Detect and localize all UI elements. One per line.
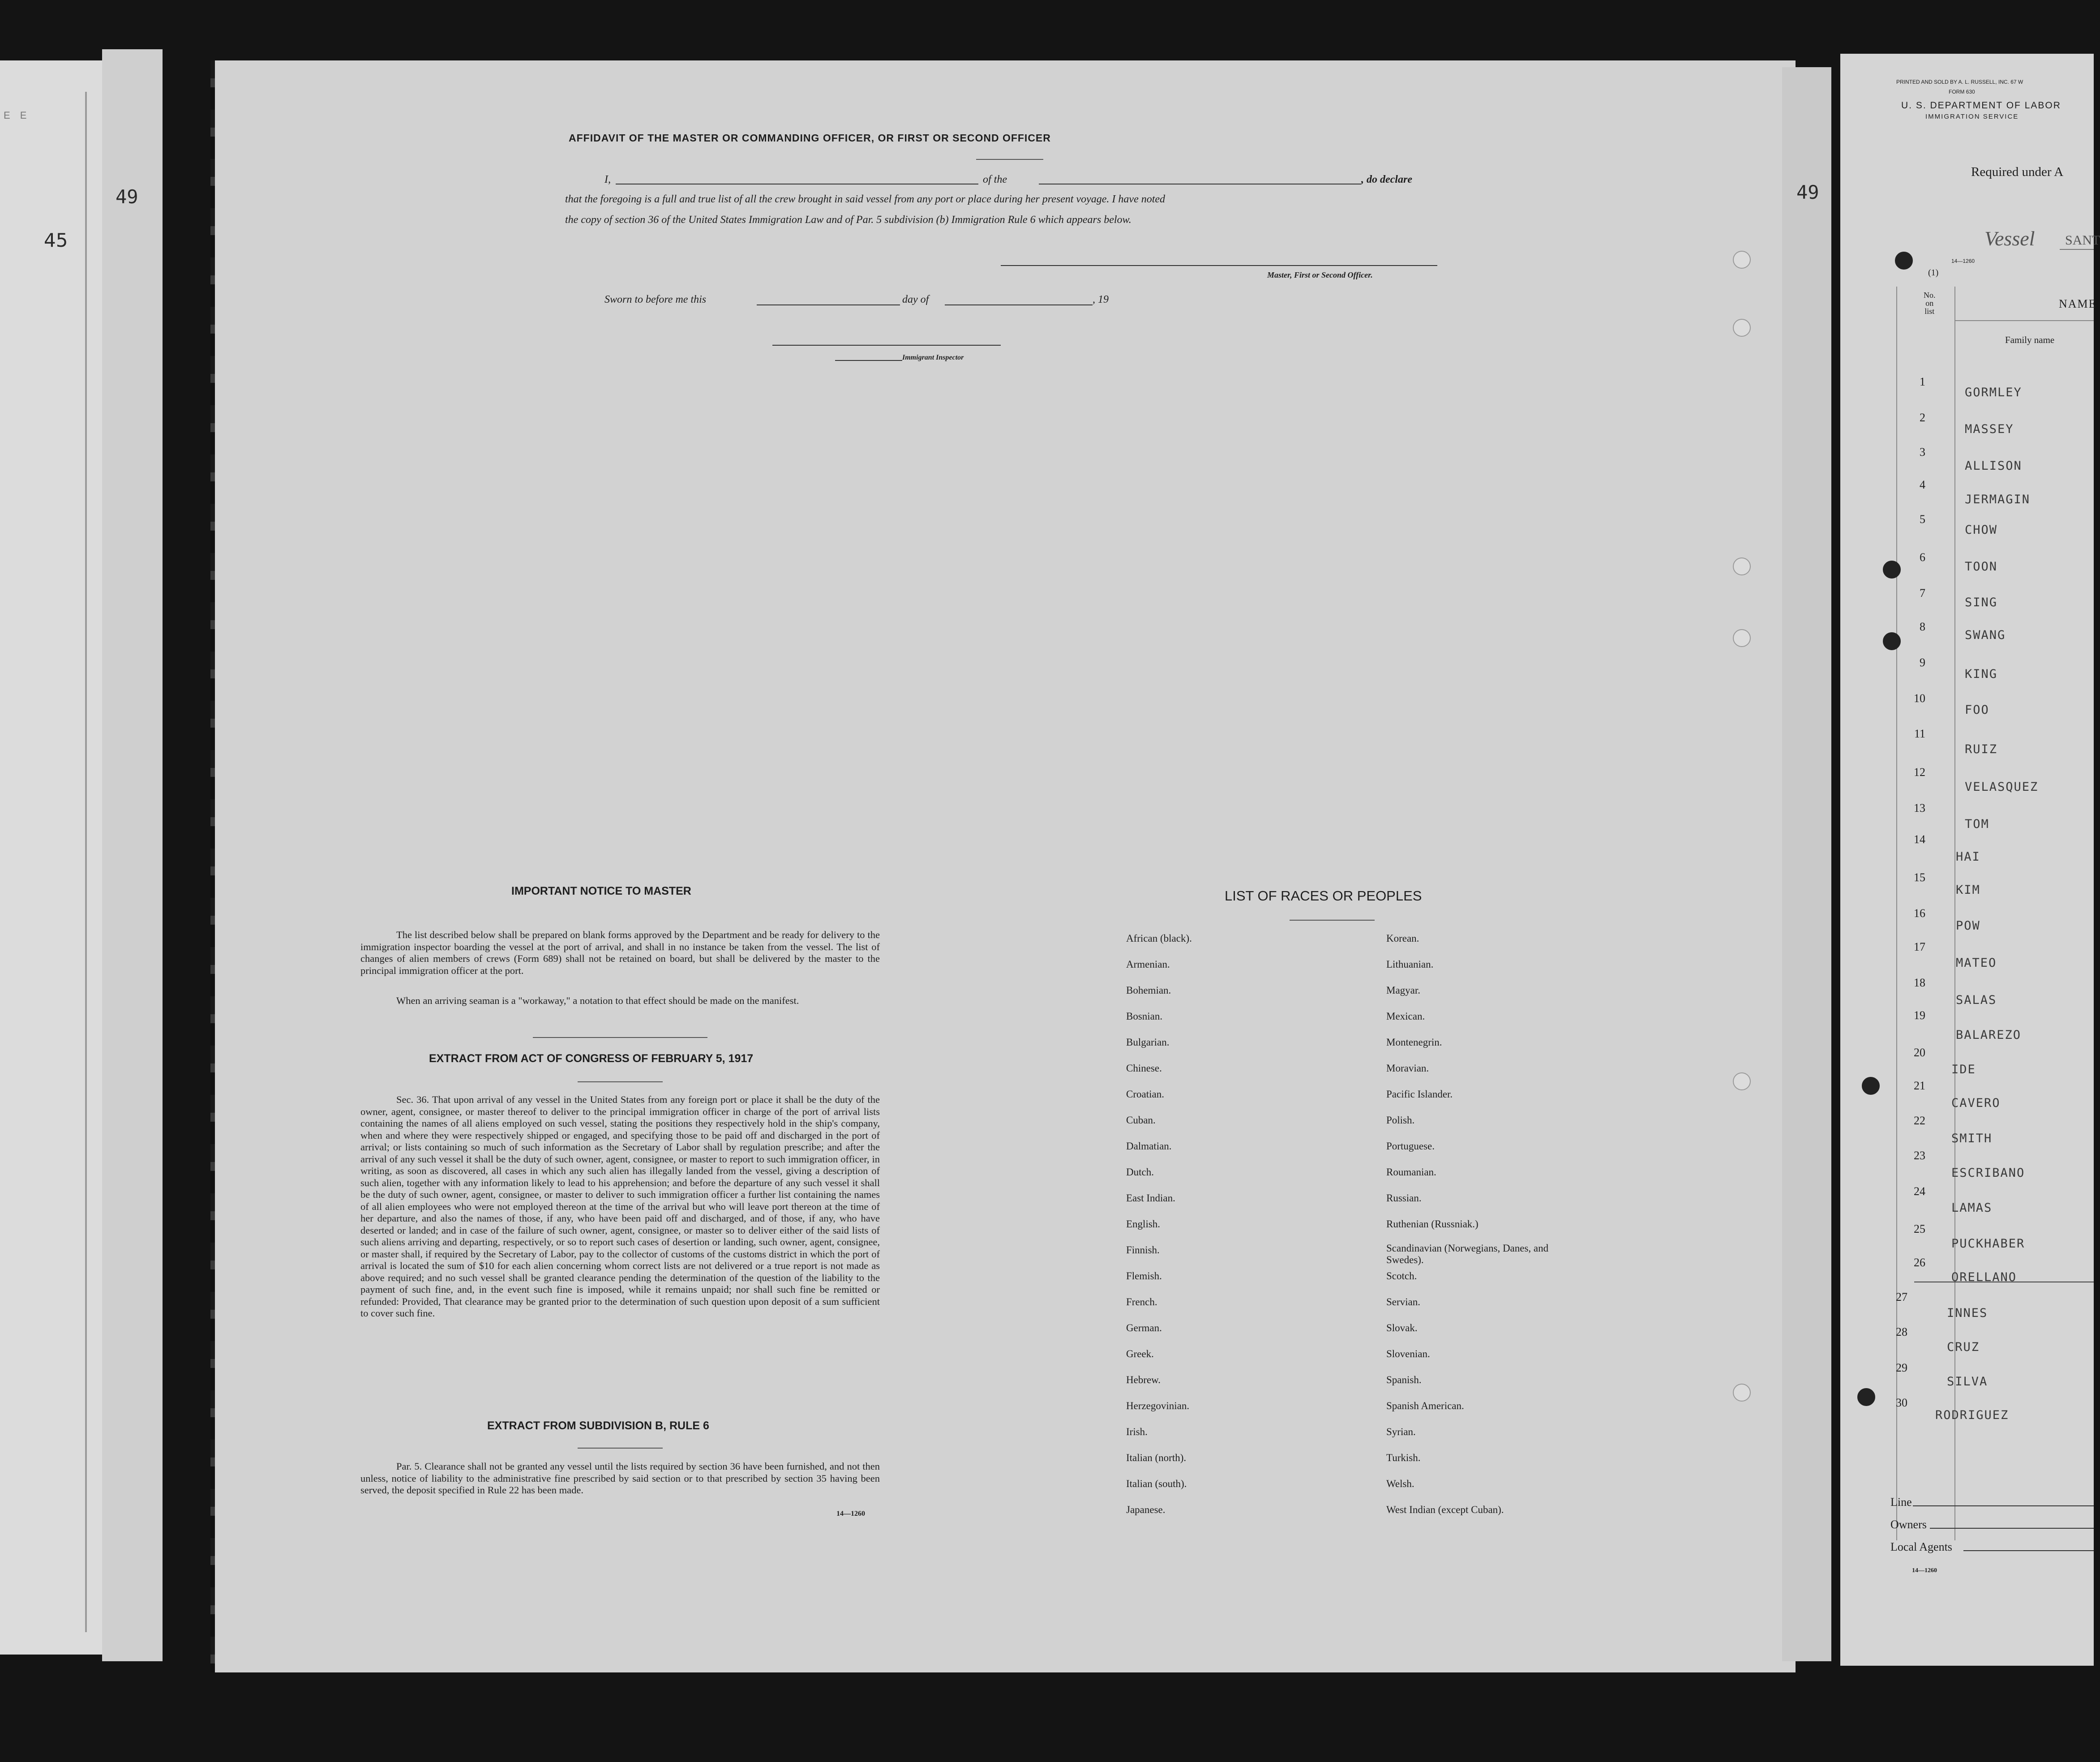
- race-entry: Lithuanian.: [1386, 959, 1434, 970]
- race-entry: West Indian (except Cuban).: [1386, 1504, 1504, 1515]
- crew-list-number: 25: [1914, 1222, 1925, 1235]
- day-of-text: day of: [902, 294, 929, 305]
- race-entry: Syrian.: [1386, 1426, 1416, 1437]
- race-entry: Montenegrin.: [1386, 1037, 1442, 1048]
- race-entry: Armenian.: [1126, 959, 1170, 970]
- race-entry: Pacific Islander.: [1386, 1089, 1453, 1100]
- crew-list-number: 10: [1914, 692, 1925, 705]
- list-number-header: No. on list: [1924, 291, 1936, 316]
- crew-list-number: 8: [1920, 620, 1925, 633]
- crew-list-number: 22: [1914, 1114, 1925, 1127]
- crew-family-name: TOM: [1965, 817, 1989, 831]
- race-entry: Russian.: [1386, 1192, 1422, 1204]
- race-entry: Welsh.: [1386, 1478, 1414, 1489]
- act-separator: [578, 1081, 663, 1082]
- act-extract-title: EXTRACT FROM ACT OF CONGRESS OF FEBRUARY 5, 1917: [429, 1052, 754, 1065]
- race-entry: Spanish American.: [1386, 1400, 1464, 1411]
- binder-number-right-top: 49: [1796, 181, 1819, 203]
- race-entry: African (black).: [1126, 933, 1192, 944]
- line-label: Line: [1890, 1496, 1912, 1509]
- printer-line: PRINTED AND SOLD BY A. L. RUSSELL, INC. 67 W: [1896, 79, 2023, 85]
- name-header-rule: [1954, 320, 2094, 321]
- sworn-month-line: [945, 304, 1093, 305]
- race-entry: Magyar.: [1386, 985, 1421, 996]
- crew-family-name: SING: [1965, 596, 1998, 609]
- race-entry: Bohemian.: [1126, 985, 1171, 996]
- section-36-text: Sec. 36. That upon arrival of any vessel in the United States from any foreign port or place it shall be the duty of the owner, agent, consignee, or master thereof to deliver to the principal immigration officer in charge of the port of arrival lists containing the names of all aliens employed on such vessel, stating the positions they respectively hold in the ship's company, when and where they were respectively shipped or engaged, and specifying those to be paid off and discharged in the port of arrival; or lists containing so much of such information as the Secretary of Labor shall by regulation prescribe; and after the arrival of any such vessel it shall be the duty of such owner, agent, consignee, or master to report to such immigration officer, in writing, as soon as discovered, all cases in which any such alien has illegally landed from the vessel, giving a description of such alien, together with any information likely to lead to his apprehension; and before the departure of any such vessel it shall be the duty of such owner, agent, consignee, or master to deliver to such immigration officer a further list containing the names of all alien employees who were not employed thereon at the time of the arrival but who will leave port thereon at the time of her departure, and also the names of those, if any, who have been paid off and discharged, and of those, if any, who have deserted or landed; and in case of the failure of such owner, agent, consignee, or master so to deliver either of the said lists of such aliens arriving and departing, respectively, or so to report such cases of desertion or landing, such owner, agent, consignee, or master shall, if required by the Secretary of Labor, pay to the collector of customs of the customs district in which the port of arrival is located the sum of $10 for each alien concerning whom correct lists are not delivered or a true report is not made as above required; and no such vessel shall be granted clearance pending the determination of the question of the liability to the payment of such fine, and, in the event such fine is imposed, while it remains unpaid; nor shall such fine be remitted or refunded: Provided, That clearance may be granted prior to the determination of such question upon deposit of a sum sufficient to cover such fine.: [360, 1094, 880, 1319]
- crew-list-number: 7: [1920, 587, 1925, 600]
- crew-family-name: LAMAS: [1951, 1201, 1993, 1215]
- race-entry: Greek.: [1126, 1348, 1154, 1359]
- race-entry: Finnish.: [1126, 1244, 1160, 1256]
- crew-list-number: 30: [1896, 1396, 1907, 1409]
- crew-family-name: FOO: [1965, 703, 1989, 717]
- crew-family-name: HAI: [1956, 850, 1980, 864]
- right-form-number: 14—1260: [1951, 258, 1975, 264]
- race-entry: Irish.: [1126, 1426, 1148, 1437]
- punch-hole: [1883, 632, 1901, 650]
- crew-list-number: 6: [1920, 551, 1925, 564]
- crew-family-name: PUCKHABER: [1951, 1237, 2025, 1251]
- race-entry: Chinese.: [1126, 1063, 1162, 1074]
- crew-family-name: ORELLANO: [1951, 1270, 2017, 1284]
- vessel-name: SANT: [2065, 233, 2100, 248]
- crew-list-number: 13: [1914, 802, 1925, 815]
- punch-hole: [1883, 561, 1901, 579]
- crew-family-name: ALLISON: [1965, 459, 2022, 473]
- notice-form-number: 14—1260: [836, 1510, 865, 1518]
- column-number-label: (1): [1928, 268, 1939, 278]
- notice-title: IMPORTANT NOTICE TO MASTER: [511, 885, 691, 897]
- crew-family-name: VELASQUEZ: [1965, 780, 2039, 794]
- crew-family-name: POW: [1956, 919, 1980, 933]
- form-label: FORM 630: [1949, 89, 1975, 95]
- crew-family-name: CAVERO: [1951, 1096, 2001, 1110]
- crew-family-name: JERMAGIN: [1965, 493, 2031, 506]
- crew-list-number: 4: [1920, 478, 1925, 491]
- main-document-sheet: [210, 60, 1796, 1672]
- crew-family-name: CRUZ: [1947, 1340, 1980, 1354]
- inspector-caption: Immigrant Inspector: [902, 354, 964, 361]
- race-entry: Roumanian.: [1386, 1166, 1436, 1178]
- sworn-day-line: [757, 304, 900, 305]
- crew-family-name: SALAS: [1956, 993, 1997, 1007]
- affidavit-of-the: of the: [983, 174, 1007, 185]
- punch-hole: [1733, 1384, 1751, 1402]
- race-entry: Flemish.: [1126, 1270, 1162, 1282]
- crew-family-name: RODRIGUEZ: [1935, 1408, 2009, 1422]
- race-entry: Korean.: [1386, 933, 1419, 944]
- race-entry: Scandinavian (Norwegians, Danes, and Swedes).: [1386, 1243, 1549, 1265]
- race-entry: Spanish.: [1386, 1374, 1422, 1385]
- local-agents-fill: [1963, 1550, 2094, 1551]
- local-agents-label: Local Agents: [1890, 1540, 1952, 1553]
- crew-family-name: SMITH: [1951, 1132, 1993, 1145]
- race-entry: Hebrew.: [1126, 1374, 1161, 1385]
- right-frame-strip: [1782, 67, 1831, 1661]
- sworn-text: Sworn to before me this: [604, 294, 707, 305]
- crew-family-name: GORMLEY: [1965, 386, 2022, 399]
- race-entry: Polish.: [1386, 1115, 1415, 1126]
- family-name-header: Family name: [2005, 334, 2055, 345]
- bottom-form-number: 14—1260: [1912, 1567, 1937, 1574]
- line-fill: [1913, 1505, 2094, 1506]
- inspector-short-line: [835, 360, 902, 361]
- crew-list-number: 15: [1914, 871, 1925, 884]
- punch-hole: [1733, 629, 1751, 647]
- crew-list-number: 12: [1914, 766, 1925, 779]
- master-signature-caption: Master, First or Second Officer.: [1267, 270, 1373, 279]
- crew-family-name: CHOW: [1965, 523, 1998, 537]
- service-label: IMMIGRATION SERVICE: [1925, 113, 2019, 120]
- race-entry: Italian (north).: [1126, 1452, 1187, 1463]
- crew-list-number: 3: [1920, 446, 1925, 459]
- crew-family-name: MATEO: [1956, 956, 1997, 970]
- race-entry: Italian (south).: [1126, 1478, 1187, 1489]
- race-entry: Mexican.: [1386, 1011, 1425, 1022]
- race-entry: German.: [1126, 1322, 1162, 1333]
- race-entry: Ruthenian (Russniak.): [1386, 1218, 1479, 1230]
- crew-family-name: BALAREZO: [1956, 1028, 2022, 1042]
- left-adjacent-sheet: [0, 60, 102, 1655]
- notice-separator: [533, 1037, 707, 1038]
- inspector-signature-line: [772, 345, 1001, 346]
- affidavit-line-2: that the foregoing is a full and true list of all the crew brought in said vessel from any port or place during her present voyage. I have noted: [565, 193, 1166, 205]
- notice-paragraph-2: When an arriving seaman is a "workaway," a notation to that effect should be made on the manifest.: [396, 995, 799, 1006]
- owners-label: Owners: [1890, 1518, 1927, 1531]
- race-entry: Servian.: [1386, 1296, 1421, 1308]
- crew-family-name: IDE: [1951, 1063, 1976, 1076]
- race-entry: Turkish.: [1386, 1452, 1421, 1463]
- crew-list-number: 23: [1914, 1149, 1925, 1162]
- race-entry: Portuguese.: [1386, 1140, 1435, 1152]
- punch-hole: [1862, 1077, 1880, 1095]
- punch-hole: [1733, 251, 1751, 269]
- crew-list-number: 17: [1914, 940, 1925, 953]
- race-entry: Herzegovinian.: [1126, 1400, 1190, 1411]
- crew-family-name: MASSEY: [1965, 422, 2014, 436]
- race-entry: Cuban.: [1126, 1115, 1156, 1126]
- year-text: , 19: [1093, 294, 1109, 305]
- races-separator: [1290, 920, 1375, 921]
- left-frame-strip: [102, 49, 163, 1661]
- binder-number-left-top: 49: [116, 186, 138, 208]
- punch-hole: [1733, 1072, 1751, 1090]
- crew-family-name: ESCRIBANO: [1951, 1166, 2025, 1180]
- name-header: NAME: [2059, 297, 2097, 310]
- crew-list-number: 24: [1914, 1185, 1925, 1198]
- race-entry: East Indian.: [1126, 1192, 1175, 1204]
- crew-list-number: 11: [1914, 727, 1925, 740]
- affidavit-i: I,: [604, 174, 611, 185]
- crew-list-number: 27: [1896, 1290, 1907, 1303]
- title-rule: [976, 159, 1043, 160]
- vessel-line: [2060, 249, 2094, 250]
- punch-hole: [1895, 252, 1913, 270]
- race-entry: Scotch.: [1386, 1270, 1417, 1282]
- races-title: LIST OF RACES OR PEOPLES: [1225, 888, 1422, 904]
- crew-list-number: 20: [1914, 1046, 1925, 1059]
- paragraph-5-text: Par. 5. Clearance shall not be granted any vessel until the lists required by section 36 have been furnished, and not then unless, notice of liability to the administrative fine prescribed by said section or to that prescribed by section 35 having been served, the deposit specified in Rule 22 has been made.: [360, 1461, 880, 1496]
- race-entry: Moravian.: [1386, 1063, 1429, 1074]
- binding-edge: [210, 60, 215, 1672]
- crew-family-name: INNES: [1947, 1306, 1988, 1320]
- crew-list-number: 29: [1896, 1361, 1907, 1374]
- race-entry: Slovenian.: [1386, 1348, 1430, 1359]
- race-entry: English.: [1126, 1218, 1161, 1230]
- race-entry: Bosnian.: [1126, 1011, 1163, 1022]
- crew-list-number: 1: [1920, 375, 1925, 388]
- race-entry: Croatian.: [1126, 1089, 1164, 1100]
- rule-extract-title: EXTRACT FROM SUBDIVISION B, RULE 6: [487, 1419, 709, 1432]
- race-entry: Bulgarian.: [1126, 1037, 1170, 1048]
- crew-list-number: 5: [1920, 513, 1925, 526]
- punch-hole: [1733, 557, 1751, 575]
- punch-hole: [1857, 1388, 1875, 1406]
- affidavit-title: AFFIDAVIT OF THE MASTER OR COMMANDING OFFICER, OR FIRST OR SECOND OFFICER: [569, 132, 1051, 144]
- race-entry: Dalmatian.: [1126, 1140, 1172, 1152]
- crew-list-number: 18: [1914, 976, 1925, 989]
- crew-list-number: 9: [1920, 656, 1925, 669]
- crew-list-number: 21: [1914, 1079, 1925, 1092]
- left-sheet-edge: [0, 92, 87, 1632]
- crew-list-number: 19: [1914, 1009, 1925, 1022]
- crew-family-name: TOON: [1965, 560, 1998, 574]
- race-entry: Dutch.: [1126, 1166, 1154, 1178]
- crew-family-name: KIM: [1956, 883, 1980, 897]
- crew-list-number: 16: [1914, 907, 1925, 920]
- crew-list-number: 14: [1914, 833, 1925, 846]
- crew-list-number: 2: [1920, 411, 1925, 424]
- left-edge-letters: E E: [4, 110, 30, 121]
- rule-separator: [578, 1448, 663, 1449]
- crew-family-name: RUIZ: [1965, 742, 1998, 756]
- crew-family-name: KING: [1965, 667, 1998, 681]
- owners-fill: [1930, 1528, 2094, 1529]
- crew-family-name: SILVA: [1947, 1375, 1988, 1389]
- crew-list-number: 28: [1896, 1325, 1907, 1338]
- required-under-text: Required under A: [1971, 165, 2064, 179]
- race-entry: Slovak.: [1386, 1322, 1418, 1333]
- master-signature-line: [1001, 265, 1437, 266]
- crew-family-name: SWANG: [1965, 628, 2006, 642]
- affidavit-declare: , do declare: [1361, 174, 1412, 185]
- crew-list-number: 26: [1914, 1256, 1925, 1269]
- race-entry: French.: [1126, 1296, 1157, 1308]
- punch-hole: [1733, 319, 1751, 337]
- department-label: U. S. DEPARTMENT OF LABOR: [1901, 100, 2061, 111]
- left-page-number: 45: [44, 229, 68, 251]
- vessel-label: Vessel: [1984, 227, 2035, 250]
- affidavit-line-3: the copy of section 36 of the United States Immigration Law and of Par. 5 subdivision (b) Immigration Rule 6 which appears below.: [565, 214, 1131, 226]
- race-entry: Japanese.: [1126, 1504, 1166, 1515]
- list-no-column-rule: [1896, 287, 1897, 1540]
- notice-paragraph-1: The list described below shall be prepared on blank forms approved by the Department and be ready for delivery to the immigration inspector boarding the vessel at the port of arrival, and shall in no instance be taken from the vessel. The list of changes of alien members of crews (Form 689) shall not be retained on board, but shall be delivered by the master to the principal immigration officer at the port.: [360, 929, 880, 976]
